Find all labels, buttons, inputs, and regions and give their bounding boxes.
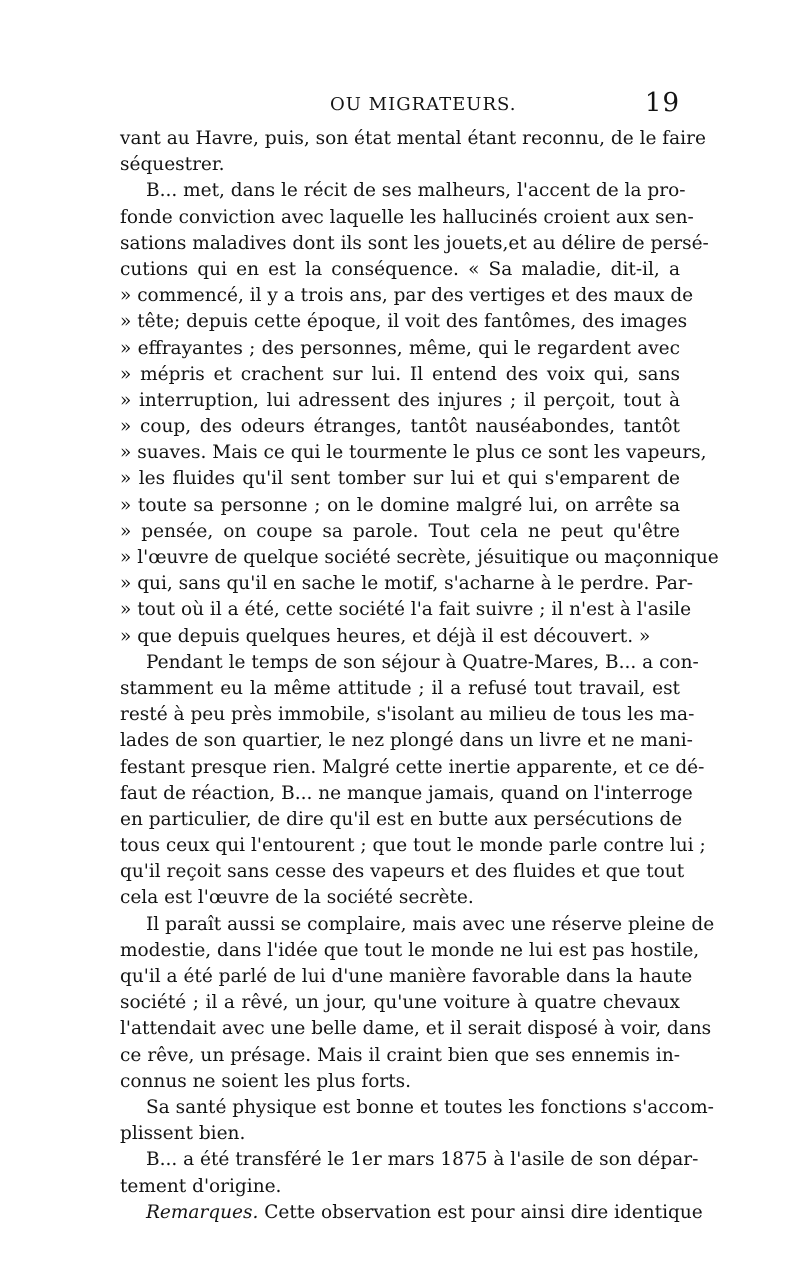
text-line: » pensée, on coupe sa parole. Tout cela ne peut qu'être xyxy=(120,520,680,542)
text-line: faut de réaction, B... ne manque jamais, quand on l'interroge xyxy=(120,782,693,804)
running-title: OU MIGRATEURS. xyxy=(330,94,517,115)
text-line: cela est l'œuvre de la société secrète. xyxy=(120,887,474,909)
text-line: lades de son quartier, le nez plongé dans un livre et ne mani- xyxy=(120,730,693,752)
text-line: B... met, dans le récit de ses malheurs, l'accent de la pro- xyxy=(146,180,686,202)
text-line: resté à peu près immobile, s'isolant au milieu de tous les ma- xyxy=(120,704,695,726)
text-line: Sa santé physique est bonne et toutes les fonctions s'accom- xyxy=(146,1096,714,1118)
text-line: » qui, sans qu'il en sache le motif, s'acharne à le perdre. Par- xyxy=(120,573,694,595)
page-number: 19 xyxy=(644,88,680,118)
remarks-text: Cette observation est pour ainsi dire identique xyxy=(258,1201,703,1223)
text-line: » interruption, lui adressent des injures ; il perçoit, tout à xyxy=(120,389,680,411)
text-line: » toute sa personne ; on le domine malgré lui, on arrête sa xyxy=(120,494,680,516)
text-line: en particulier, de dire qu'il est en butte aux persécutions de xyxy=(120,808,683,830)
text-line: stamment eu la même attitude ; il a refusé tout travail, est xyxy=(120,677,680,699)
text-line: connus ne soient les plus forts. xyxy=(120,1070,412,1092)
remarks-line xyxy=(120,1200,703,1226)
text-line: fonde conviction avec laquelle les hallucinés croient aux sen- xyxy=(120,206,694,228)
text-line: festant presque rien. Malgré cette inertie apparente, et ce dé- xyxy=(120,756,705,778)
text-line: » tête; depuis cette époque, il voit des fantômes, des images xyxy=(120,311,688,333)
text-line: qu'il reçoit sans cesse des vapeurs et des fluides et que tout xyxy=(120,861,685,883)
text-line: » effrayantes ; des personnes, même, qui le regardent avec xyxy=(120,337,680,359)
text-line: » commencé, il y a trois ans, par des vertiges et des maux de xyxy=(120,285,694,307)
text-line: » suaves. Mais ce qui le tourmente le plus ce sont les vapeurs, xyxy=(120,442,707,464)
remarks-label: Remarques. xyxy=(146,1201,259,1223)
body-text xyxy=(120,126,719,1226)
text-line: modestie, dans l'idée que tout le monde ne lui est pas hostile, xyxy=(120,939,700,961)
text-line: Pendant le temps de son séjour à Quatre-Mares, B... a con- xyxy=(146,651,699,673)
text-line: cutions qui en est la conséquence. « Sa maladie, dit-il, a xyxy=(120,258,680,280)
text-line: » l'œuvre de quelque société secrète, jésuitique ou maçonnique xyxy=(120,547,719,568)
text-line: société ; il a rêvé, un jour, qu'une voiture à quatre chevaux xyxy=(120,992,680,1014)
text-line: plissent bien. xyxy=(120,1123,246,1145)
text-line: » coup, des odeurs étranges, tantôt nauséabondes, tantôt xyxy=(120,416,680,438)
text-line: Il paraît aussi se complaire, mais avec une réserve pleine de xyxy=(146,913,715,935)
text-line: » que depuis quelques heures, et déjà il est découvert. » xyxy=(120,625,651,647)
text-line: » mépris et crachent sur lui. Il entend des voix qui, sans xyxy=(120,363,680,385)
text-line: sations maladives dont ils sont les jouets,et au délire de persé- xyxy=(120,232,709,254)
text-line: vant au Havre, puis, son état mental étant reconnu, de le faire xyxy=(120,128,706,149)
text-line: l'attendait avec une belle dame, et il serait disposé à voir, dans xyxy=(120,1018,712,1040)
text-line: qu'il a été parlé de lui d'une manière favorable dans la haute xyxy=(120,966,693,987)
text-line: » les fluides qu'il sent tomber sur lui et qui s'emparent de xyxy=(120,468,680,490)
text-line: » tout où il a été, cette société l'a fait suivre ; il n'est à l'asile xyxy=(120,599,692,621)
text-line: séquestrer. xyxy=(120,154,225,176)
text-line: tous ceux qui l'entourent ; que tout le monde parle contre lui ; xyxy=(120,835,706,857)
text-line: B... a été transféré le 1er mars 1875 à l'asile de son dépar- xyxy=(146,1149,699,1171)
text-line: tement d'origine. xyxy=(120,1175,282,1197)
text-line: ce rêve, un présage. Mais il craint bien que ses ennemis in- xyxy=(120,1044,680,1066)
page-header xyxy=(120,88,680,128)
